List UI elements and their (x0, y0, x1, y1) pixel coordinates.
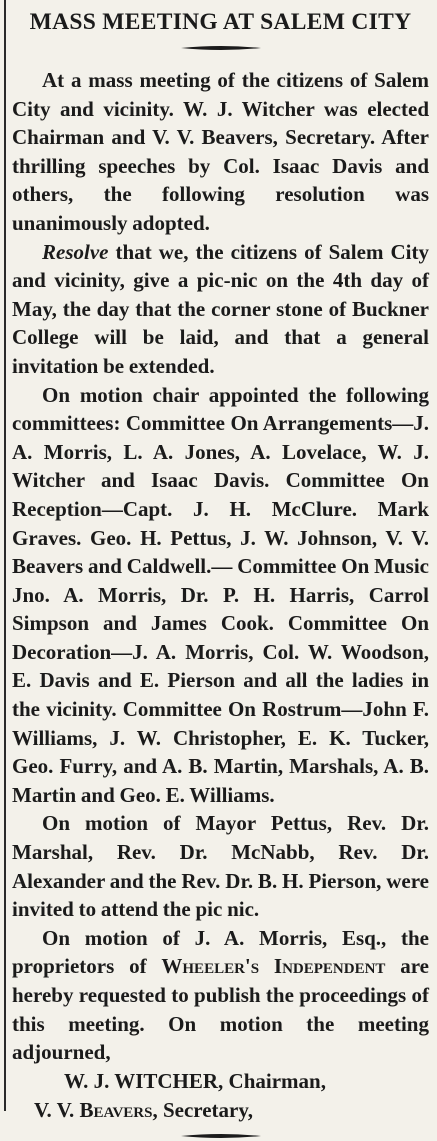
paragraph-invitations: On motion of Mayor Pettus, Rev. Dr. Marshal, Rev. Dr. McNabb, Rev. Dr. Alexander and the Rev. Dr. B. H. Pierson, were invited to attend the pic nic. (12, 811, 429, 922)
resolve-word: Resolve (42, 239, 109, 264)
headline: MASS MEETING AT SALEM CITY (29, 9, 412, 35)
paragraph-resolution (12, 238, 429, 381)
secretary-name: V. V. Beavers (34, 1097, 153, 1122)
headline-divider (179, 44, 263, 52)
article-body (12, 66, 429, 1067)
paragraph-committees: On motion chair appointed the following committees: Committee On Arrangements—J. A. Morris, L. A. Jones, A. Lovelace, W. J. Witcher and Isaac Davis. Committee On Reception—Capt. J. H. McClure. Mark Graves. Geo. H. Pettus, J. W. Johnson, V. V. Beavers and Caldwell.— Committee On Music Jno. A. Morris, Dr. P. H. Harris, Carrol Simpson and James Cook. Committee On Decoration—J. A. Morris, Col. W. Woodson, E. Davis and E. Pierson and all the ladies in the vicinity. Committee On Rostrum—John F. Williams, J. W. Christopher, E. K. Tucker, Geo. Furry, and A. B. Martin, Marshals, A. B. Martin and Geo. E. Williams. (12, 382, 429, 807)
signature-chairman: W. J. WITCHER, Chairman, (64, 1068, 326, 1093)
secretary-title: , Secretary, (152, 1097, 253, 1122)
end-divider (179, 1131, 263, 1141)
newspaper-name: Wheeler's Independent (161, 954, 386, 979)
paragraph-publication (12, 924, 429, 1067)
publication-text-a: On motion of J. A. Morris, Esq., the proprietors of (12, 925, 429, 979)
signature-secretary (12, 1096, 429, 1125)
resolution-text: that we, the citizens of Salem City and vicinity, give a pic-nic on the 4th day of May, the day that the corner stone of Buckner College will be laid, and that a general invitation be extended. (12, 239, 429, 378)
paragraph-meeting-intro: At a mass meeting of the citizens of Salem City and vicinity. W. J. Witcher was elected Chairman and V. V. Beavers, Secretary. After thrilling speeches by Col. Isaac Davis and others, the following resolution was unanimously adopted. (12, 68, 429, 235)
column-rule (4, 0, 6, 1111)
publication-text-b: are hereby requested to publish the proceedings of this meeting. On motion the meeting adjourned, (12, 954, 429, 1065)
